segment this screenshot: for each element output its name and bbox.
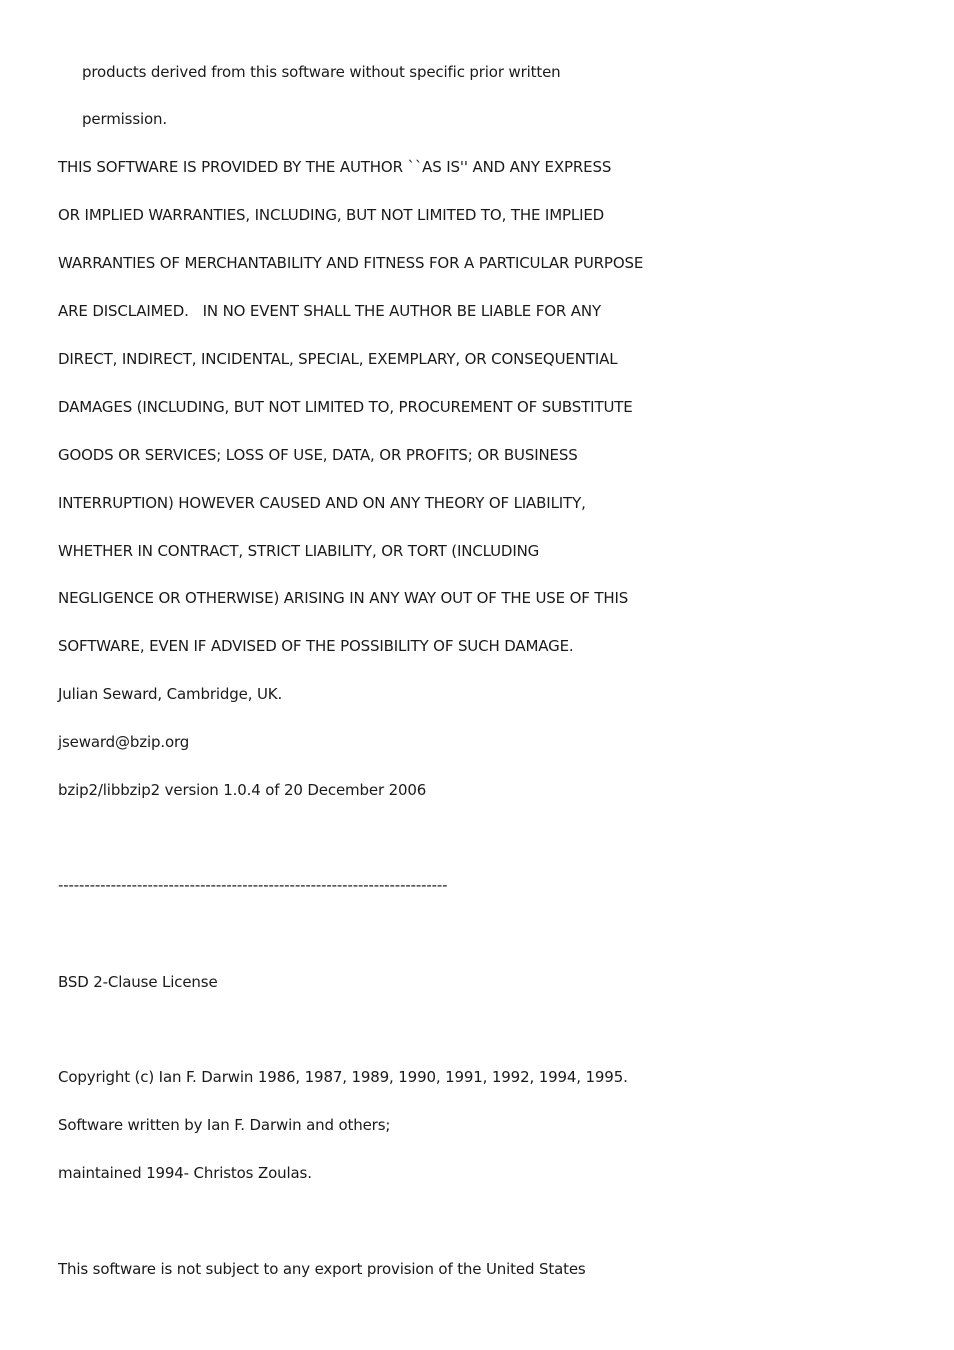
copyright-line: maintained 1994- Christos Zoulas. — [58, 1164, 312, 1182]
separator-line: -------------------------------------------------------------------------- — [58, 876, 448, 894]
continuation-line: products derived from this software without specific prior written — [82, 63, 561, 81]
disclaimer-line: WHETHER IN CONTRACT, STRICT LIABILITY, OR TORT (INCLUDING — [58, 542, 540, 560]
disclaimer-line: GOODS OR SERVICES; LOSS OF USE, DATA, OR PROFITS; OR BUSINESS — [58, 446, 578, 464]
copyright-line: Software written by Ian F. Darwin and others; — [58, 1116, 391, 1134]
disclaimer-line: INTERRUPTION) HOWEVER CAUSED AND ON ANY THEORY OF LIABILITY, — [58, 494, 586, 512]
continuation-line: permission. — [82, 110, 168, 128]
disclaimer-line: DIRECT, INDIRECT, INCIDENTAL, SPECIAL, EXEMPLARY, OR CONSEQUENTIAL — [58, 350, 618, 368]
disclaimer-line: ARE DISCLAIMED. IN NO EVENT SHALL THE AUTHOR BE LIABLE FOR ANY — [58, 302, 601, 320]
disclaimer-line: WARRANTIES OF MERCHANTABILITY AND FITNESS FOR A PARTICULAR PURPOSE — [58, 254, 644, 272]
disclaimer-line: THIS SOFTWARE IS PROVIDED BY THE AUTHOR ``AS IS'' AND ANY EXPRESS — [58, 158, 612, 176]
author-name: Julian Seward, Cambridge, UK. — [58, 685, 283, 703]
disclaimer-line: OR IMPLIED WARRANTIES, INCLUDING, BUT NOT LIMITED TO, THE IMPLIED — [58, 206, 605, 224]
version-line: bzip2/libbzip2 version 1.0.4 of 20 December 2006 — [58, 781, 427, 799]
license-title: BSD 2-Clause License — [58, 973, 218, 991]
disclaimer-line: SOFTWARE, EVEN IF ADVISED OF THE POSSIBILITY OF SUCH DAMAGE. — [58, 637, 574, 655]
disclaimer-line: DAMAGES (INCLUDING, BUT NOT LIMITED TO, PROCUREMENT OF SUBSTITUTE — [58, 398, 633, 416]
disclaimer-line: NEGLIGENCE OR OTHERWISE) ARISING IN ANY WAY OUT OF THE USE OF THIS — [58, 589, 629, 607]
copyright-line: Copyright (c) Ian F. Darwin 1986, 1987, 1989, 1990, 1991, 1992, 1994, 1995. — [58, 1068, 628, 1086]
author-email: jseward@bzip.org — [58, 733, 190, 751]
export-notice: This software is not subject to any export provision of the United States — [58, 1260, 586, 1278]
